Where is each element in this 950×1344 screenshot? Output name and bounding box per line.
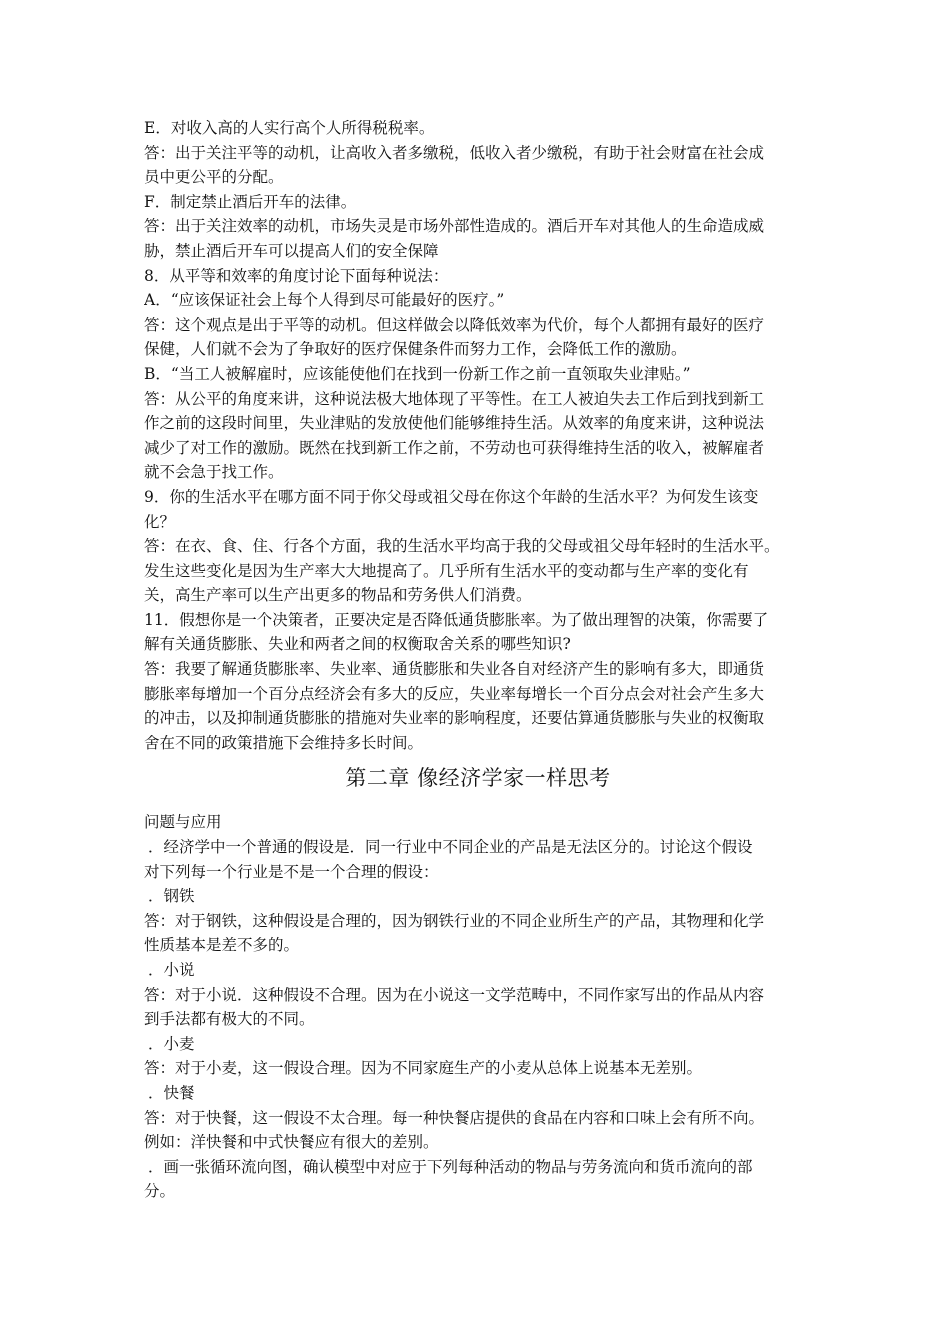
section-heading: 问题与应用: [144, 813, 222, 832]
sub-question-line: ．小说: [148, 961, 195, 979]
document-body: [144, 116, 812, 1204]
answer-line: 答：出于关注效率的动机，市场失灵是市场外部性造成的。酒后开车对其他人的生命造成威: [144, 217, 765, 236]
answer-section-chapter-1: [144, 116, 812, 755]
answer-line: 舍在不同的政策措施下会维持多长时间。: [144, 733, 424, 752]
answer-line: 就不会急于找工作。: [144, 463, 284, 482]
chapter-title: 第二章 像经济学家一样思考: [345, 766, 611, 791]
question-line: 11．假想你是一个决策者，正要决定是否降低通货膨胀率。为了做出理智的决策，你需要了: [144, 610, 769, 629]
question-line: 分。: [144, 1182, 176, 1201]
answer-line: 答：从公平的角度来讲，这种说法极大地体现了平等性。在工人被迫失去工作后到找到新工: [144, 389, 765, 408]
answer-line: 答：对于快餐，这一假设不太合理。每一种快餐店提供的食品在内容和口味上会有所不向。: [144, 1108, 765, 1127]
answer-line: 答：出于关注平等的动机，让高收入者多缴税，低收入者少缴税，有助于社会财富在社会成: [144, 143, 765, 162]
answer-line: 答：在衣、食、住、行各个方面，我的生活水平均高于我的父母或祖父母年轻时的生活水平。: [144, 537, 780, 556]
question-line: ．画一张循环流向图，确认模型中对应于下列每种活动的物品与劳务流向和货币流向的部: [148, 1157, 753, 1176]
answer-line: 员中更公平的分配。: [144, 168, 284, 187]
question-line: 化？: [144, 512, 176, 531]
answer-line: 的冲击，以及抑制通货膨胀的措施对失业率的影响程度，还要估算通货膨胀与失业的权衡取: [144, 709, 765, 728]
question-line: 对下列每一个行业是不是一个合理的假设：: [144, 862, 439, 881]
answer-line: 答：我要了解通货膨胀率、失业率、通货膨胀和失业各自对经济产生的影响有多大，即通货: [144, 660, 765, 679]
question-line: E．对收入高的人实行高个人所得税税率。: [144, 119, 435, 137]
answer-line: 答：对于小说．这种假设不合理。因为在小说这一文学范畴中，不同作家写出的作品从内容: [144, 985, 765, 1004]
question-line: ．经济学中一个普通的假设是．同一行业中不同企业的产品是无法区分的。讨论这个假设: [148, 838, 753, 857]
answer-line: 答：这个观点是出于平等的动机。但这样做会以降低效率为代价，每个人都拥有最好的医疗: [144, 315, 765, 334]
question-line: B．“当工人被解雇时，应该能使他们在找到一份新工作之前一直领取失业津贴。”: [144, 364, 691, 383]
answer-line: 膨胀率每增加一个百分点经济会有多大的反应，失业率每增长一个百分点会对社会产生多大: [144, 684, 765, 703]
answer-line: 胁，禁止酒后开车可以提高人们的安全保障: [144, 241, 439, 260]
answer-line: 答：对于小麦，这一假设合理。因为不同家庭生产的小麦从总体上说基本无差别。: [144, 1059, 703, 1078]
answer-line: 例如：洋快餐和中式快餐应有很大的差别。: [144, 1133, 439, 1152]
sub-question-line: ．钢铁: [148, 887, 195, 906]
answer-line: 作之前的这段时间里，失业津贴的发放使他们能够维持生活。从效率的角度来讲，这种说法: [144, 414, 765, 433]
question-line: 8．从平等和效率的角度讨论下面每种说法：: [144, 266, 449, 285]
answer-line: 性质基本是差不多的。: [144, 936, 300, 955]
question-line: 9．你的生活水平在哪方面不同于你父母或祖父母在你这个年龄的生活水平？为何发生该变: [144, 487, 759, 506]
sub-question-line: ．快餐: [148, 1083, 195, 1102]
answer-line: 发生这些变化是因为生产率大大地提高了。几乎所有生活水平的变动都与生产率的变化有: [144, 561, 749, 580]
question-line: 解有关通货膨胀、失业和两者之间的权衡取舍关系的哪些知识?: [144, 635, 571, 654]
sub-question-line: ．小麦: [148, 1034, 195, 1053]
answer-line: 保健，人们就不会为了争取好的医疗保健条件而努力工作，会降低工作的激励。: [144, 340, 687, 359]
answer-section-chapter-2: [144, 810, 812, 1204]
question-line: A．“应该保证社会上每个人得到尽可能最好的医疗。”: [144, 291, 505, 310]
question-line: F．制定禁止酒后开车的法律。: [144, 192, 357, 211]
answer-line: 减少了对工作的激励。既然在找到新工作之前，不劳动也可获得维持生活的收入，被解雇者: [144, 438, 765, 457]
answer-line: 关，高生产率可以生产出更多的物品和劳务供人们消费。: [144, 586, 532, 605]
answer-line: 到手法都有极大的不同。: [144, 1010, 315, 1029]
answer-line: 答：对于钢铁，这种假设是合理的，因为钢铁行业的不同企业所生产的产品，其物理和化学: [144, 911, 765, 930]
